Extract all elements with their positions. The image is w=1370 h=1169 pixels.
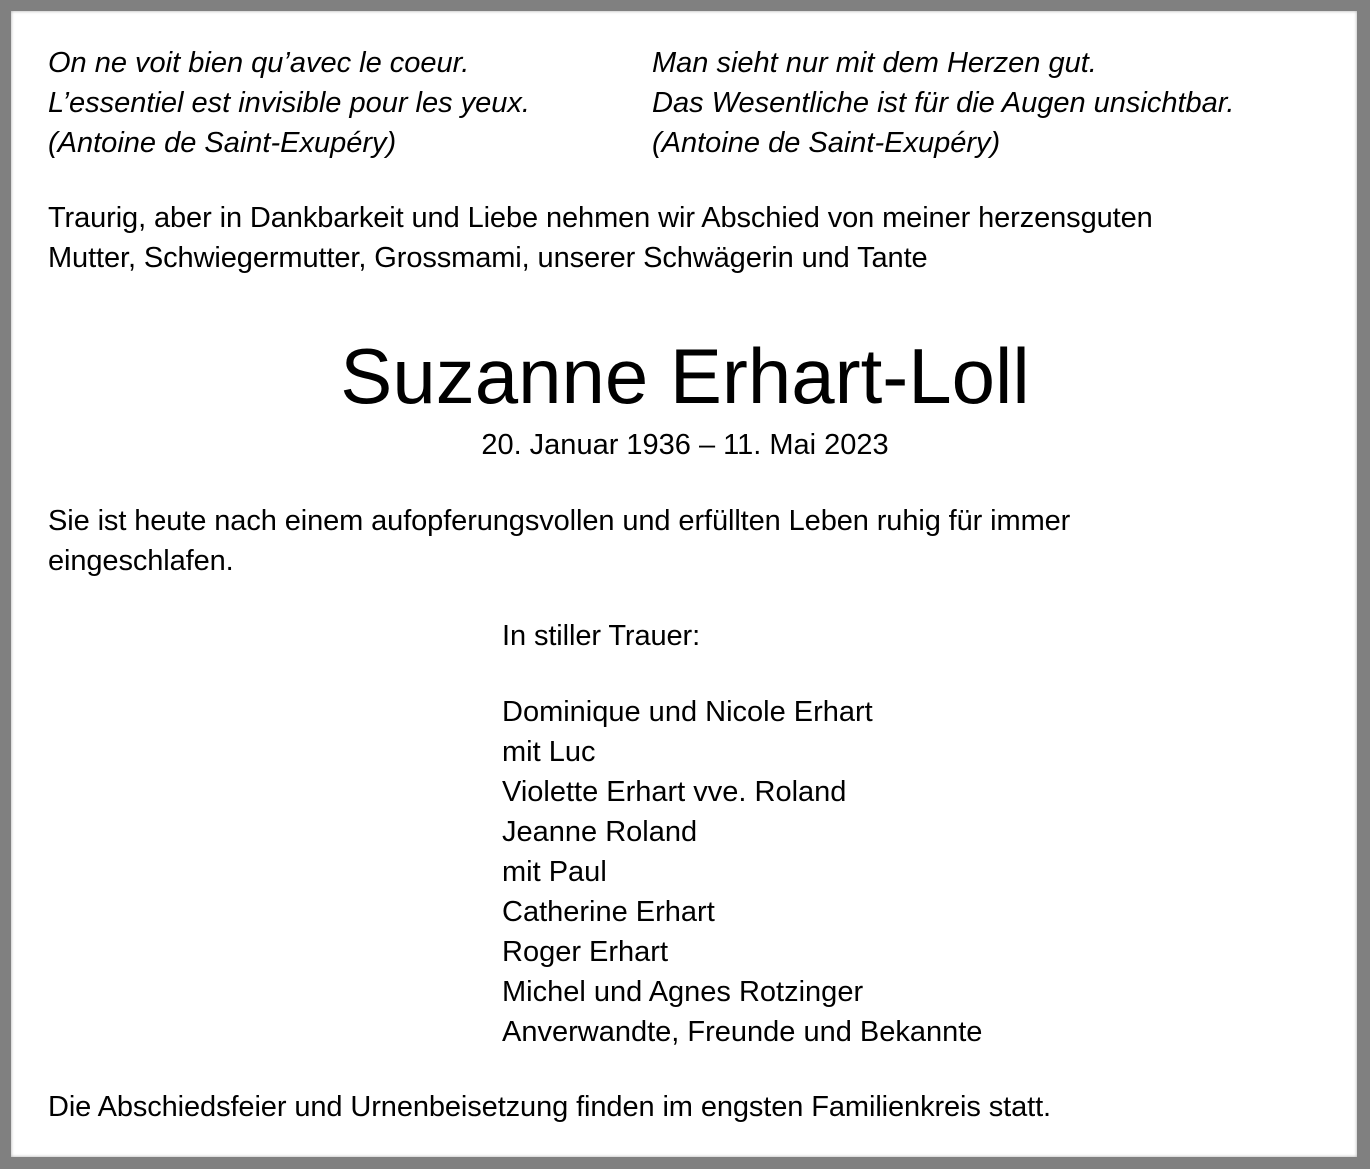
quote-german [652,43,1234,163]
quote-german-author: (Antoine de Saint-Exupéry) [652,127,1001,159]
mourner-entry: Catherine Erhart [502,896,715,928]
quote-french-author: (Antoine de Saint-Exupéry) [48,127,397,159]
intro-line-1: Traurig, aber in Dankbarkeit und Liebe nehmen wir Abschied von meiner herzensguten [48,202,1153,234]
quote-french-line-1: On ne voit bien qu’avec le coeur. [48,47,470,79]
quote-german-line-2: Das Wesentliche ist für die Augen unsichtbar. [652,87,1235,119]
mourner-entry: Michel und Agnes Rotzinger [502,976,864,1008]
mourner-entry: Roger Erhart [502,936,669,968]
mourning-heading: In stiller Trauer: [502,620,701,652]
mourner-entry: mit Paul [502,856,607,888]
passing-line-2: eingeschlafen. [48,545,234,577]
quote-french-line-2: L’essentiel est invisible pour les yeux. [48,87,530,119]
mourner-entry: Jeanne Roland [502,816,698,848]
passing-line-1: Sie ist heute nach einem aufopferungsvollen und erfüllten Leben ruhig für immer [48,505,1071,537]
mourner-entry: mit Luc [502,736,596,768]
mourner-entry: Anverwandte, Freunde und Bekannte [502,1016,983,1048]
mourner-entry: Dominique und Nicole Erhart [502,696,873,728]
quote-french [48,43,530,163]
quote-german-line-1: Man sieht nur mit dem Herzen gut. [652,47,1097,79]
deceased-name: Suzanne Erhart-Loll [340,332,1030,420]
mourners-list [502,692,982,1052]
intro-line-2: Mutter, Schwiegermutter, Grossmami, unserer Schwägerin und Tante [48,242,928,274]
life-dates: 20. Januar 1936 – 11. Mai 2023 [481,429,889,461]
mourner-entry: Violette Erhart vve. Roland [502,776,847,808]
closing-note: Die Abschiedsfeier und Urnenbeisetzung finden im engsten Familienkreis statt. [48,1091,1052,1123]
